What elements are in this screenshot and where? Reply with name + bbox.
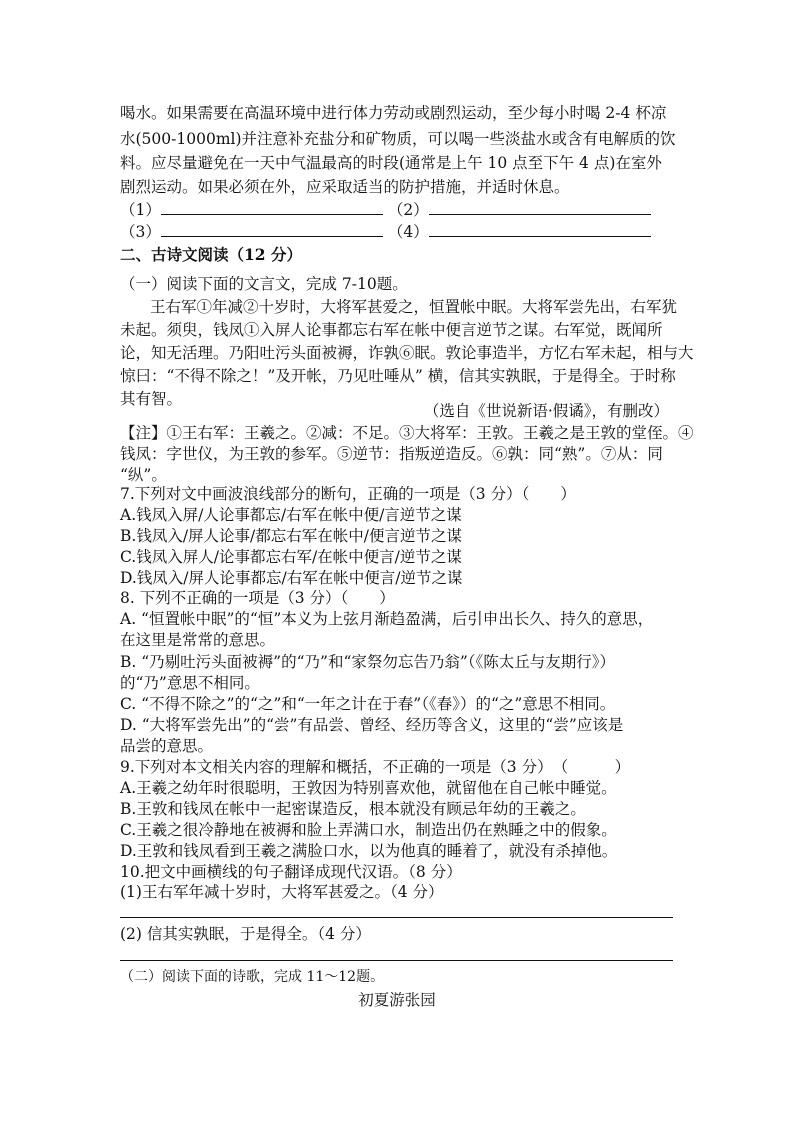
answer-row — [120, 222, 651, 242]
poem-title: 初夏游张园 — [358, 991, 436, 1009]
question-8-stem: 8. 下列不正确的一项是（3 分）（ ） — [120, 589, 395, 607]
question-9-option[interactable]: A.王羲之幼年时很聪明，王敦因为特别喜欢他，就留他在自己帐中睡觉。 — [120, 779, 617, 797]
subsection-title: （二）阅读下面的诗歌，完成 11～12题。 — [120, 969, 385, 985]
blank-label-2: （2） — [387, 201, 429, 219]
question-9-option[interactable]: B.王敦和钱凤在帐中一起密谋造反，根本就没有顾忌年幼的王羲之。 — [120, 800, 586, 818]
answer-blank-3[interactable] — [161, 222, 383, 237]
classical-text-line: 其有智。 — [120, 390, 183, 408]
question-8-option-cont: 品尝的意思。 — [120, 737, 214, 755]
notes-line: “纵”。 — [120, 466, 167, 484]
question-7-option[interactable]: C.钱凤入屏人/论事都忘右军/在帐中便言/逆节之谋 — [120, 548, 462, 566]
blank-label-4: （4） — [387, 223, 429, 241]
question-10-part-1: (1)王右军年减十岁时，大将军甚爱之。（4 分） — [120, 883, 444, 901]
section-title: 二、古诗文阅读（12 分） — [120, 245, 302, 264]
question-7-option[interactable]: A.钱凤入屏/人论事都忘/右军在帐中便/言逆节之谋 — [120, 506, 462, 524]
subsection-title: （一）阅读下面的文言文，完成 7-10题。 — [120, 275, 408, 293]
classical-text-line: 惊曰：“不得不除之！”及开帐，乃见吐唾从” 横，信其实孰眠，于是得全。于时称 — [120, 367, 676, 385]
blank-label-1: （1） — [120, 201, 161, 219]
classical-text-line: 王右军①年减②十岁时，大将军甚爱之，恒置帐中眠。大将军尝先出，右军犹 — [150, 298, 678, 316]
answer-blank-1[interactable] — [161, 200, 383, 215]
classical-text-line: 论，知无活理。乃阳吐污头面被褥，诈孰⑥眠。敦论事造半，方忆右军未起，相与大 — [120, 344, 694, 362]
question-8-option-cont: 的“乃”意思不相同。 — [120, 674, 260, 692]
answer-row — [120, 200, 651, 220]
question-8-option[interactable]: A. “恒置帐中眠”的“恒”本义为上弦月渐趋盈满，后引申出长久、持久的意思， — [120, 610, 654, 628]
answer-line-2[interactable] — [120, 960, 673, 961]
question-8-option[interactable]: D. “大将军尝先出”的“尝”有品尝、曾经、经历等含义，这里的“尝”应该是 — [120, 716, 624, 734]
question-8-option-cont: 在这里是常常的意思。 — [120, 631, 276, 649]
classical-text-line: 未起。须臾，钱凤①入屏人论事都忘右军在帐中便言逆节之谋。右军觉，既闻所 — [120, 321, 663, 339]
notes-line: 钱凤：字世仪，为王敦的参军。⑤逆节：指叛逆造反。⑥孰：同“熟”。⑦从：同 — [120, 445, 663, 463]
passage-line: 喝水。如果需要在高温环境中进行体力劳动或剧烈运动，至少每小时喝 2-4 杯凉 — [120, 104, 667, 122]
source-citation: （选自《世说新语·假谲》，有删改） — [423, 402, 669, 420]
question-9-option[interactable]: C.王羲之很冷静地在被褥和脸上弄满口水，制造出仍在熟睡之中的假象。 — [120, 821, 617, 839]
question-9-stem: 9.下列对本文相关内容的理解和概括，不正确的一项是（3 分） （ ） — [120, 758, 631, 776]
question-7-stem: 7.下列对文中画波浪线部分的断句，正确的一项是（3 分）（ ） — [120, 485, 576, 503]
answer-blank-4[interactable] — [429, 222, 651, 237]
passage-line: 料。应尽量避免在一天中气温最高的时段(通常是上午 10 点至下午 4 点)在室外 — [120, 154, 662, 172]
question-10-part-2: (2) 信其实孰眠，于是得全。（4 分） — [120, 925, 371, 943]
question-8-option[interactable]: C. “不得不除之”的“之”和“一年之计在于春”（《春》）的“之”意思不相同。 — [120, 695, 616, 713]
question-7-option[interactable]: D.钱凤入/屏人论事都忘/右军在帐中便言/逆节之谋 — [120, 569, 463, 587]
blank-label-3: （3） — [120, 223, 161, 241]
passage-line: 水(500-1000ml)并注意补充盐分和矿物质，可以喝一些淡盐水或含有电解质的饮 — [120, 130, 676, 148]
question-9-option[interactable]: D.王敦和钱凤看到王羲之满脸口水，以为他真的睡着了，就没有杀掉他。 — [120, 842, 618, 860]
question-8-option[interactable]: B. “乃剔吐污头面被褥”的“乃”和“家祭勿忘告乃翁”（《陈太丘与友期行》） — [120, 653, 616, 671]
question-7-option[interactable]: B.钱凤入/屏人论事/都忘右军在帐中/便言逆节之谋 — [120, 527, 462, 545]
answer-blank-2[interactable] — [429, 200, 651, 215]
answer-line-1[interactable] — [120, 917, 673, 918]
passage-line: 剧烈运动。如果必须在外，应采取适当的防护措施，并适时休息。 — [120, 178, 570, 196]
question-10-stem: 10.把文中画横线的句子翻译成现代汉语。（8 分） — [120, 863, 462, 881]
notes-line: 【注】①王右军：王羲之。②减：不足。③大将军：王敦。王羲之是王敦的堂侄。④ — [120, 424, 694, 442]
